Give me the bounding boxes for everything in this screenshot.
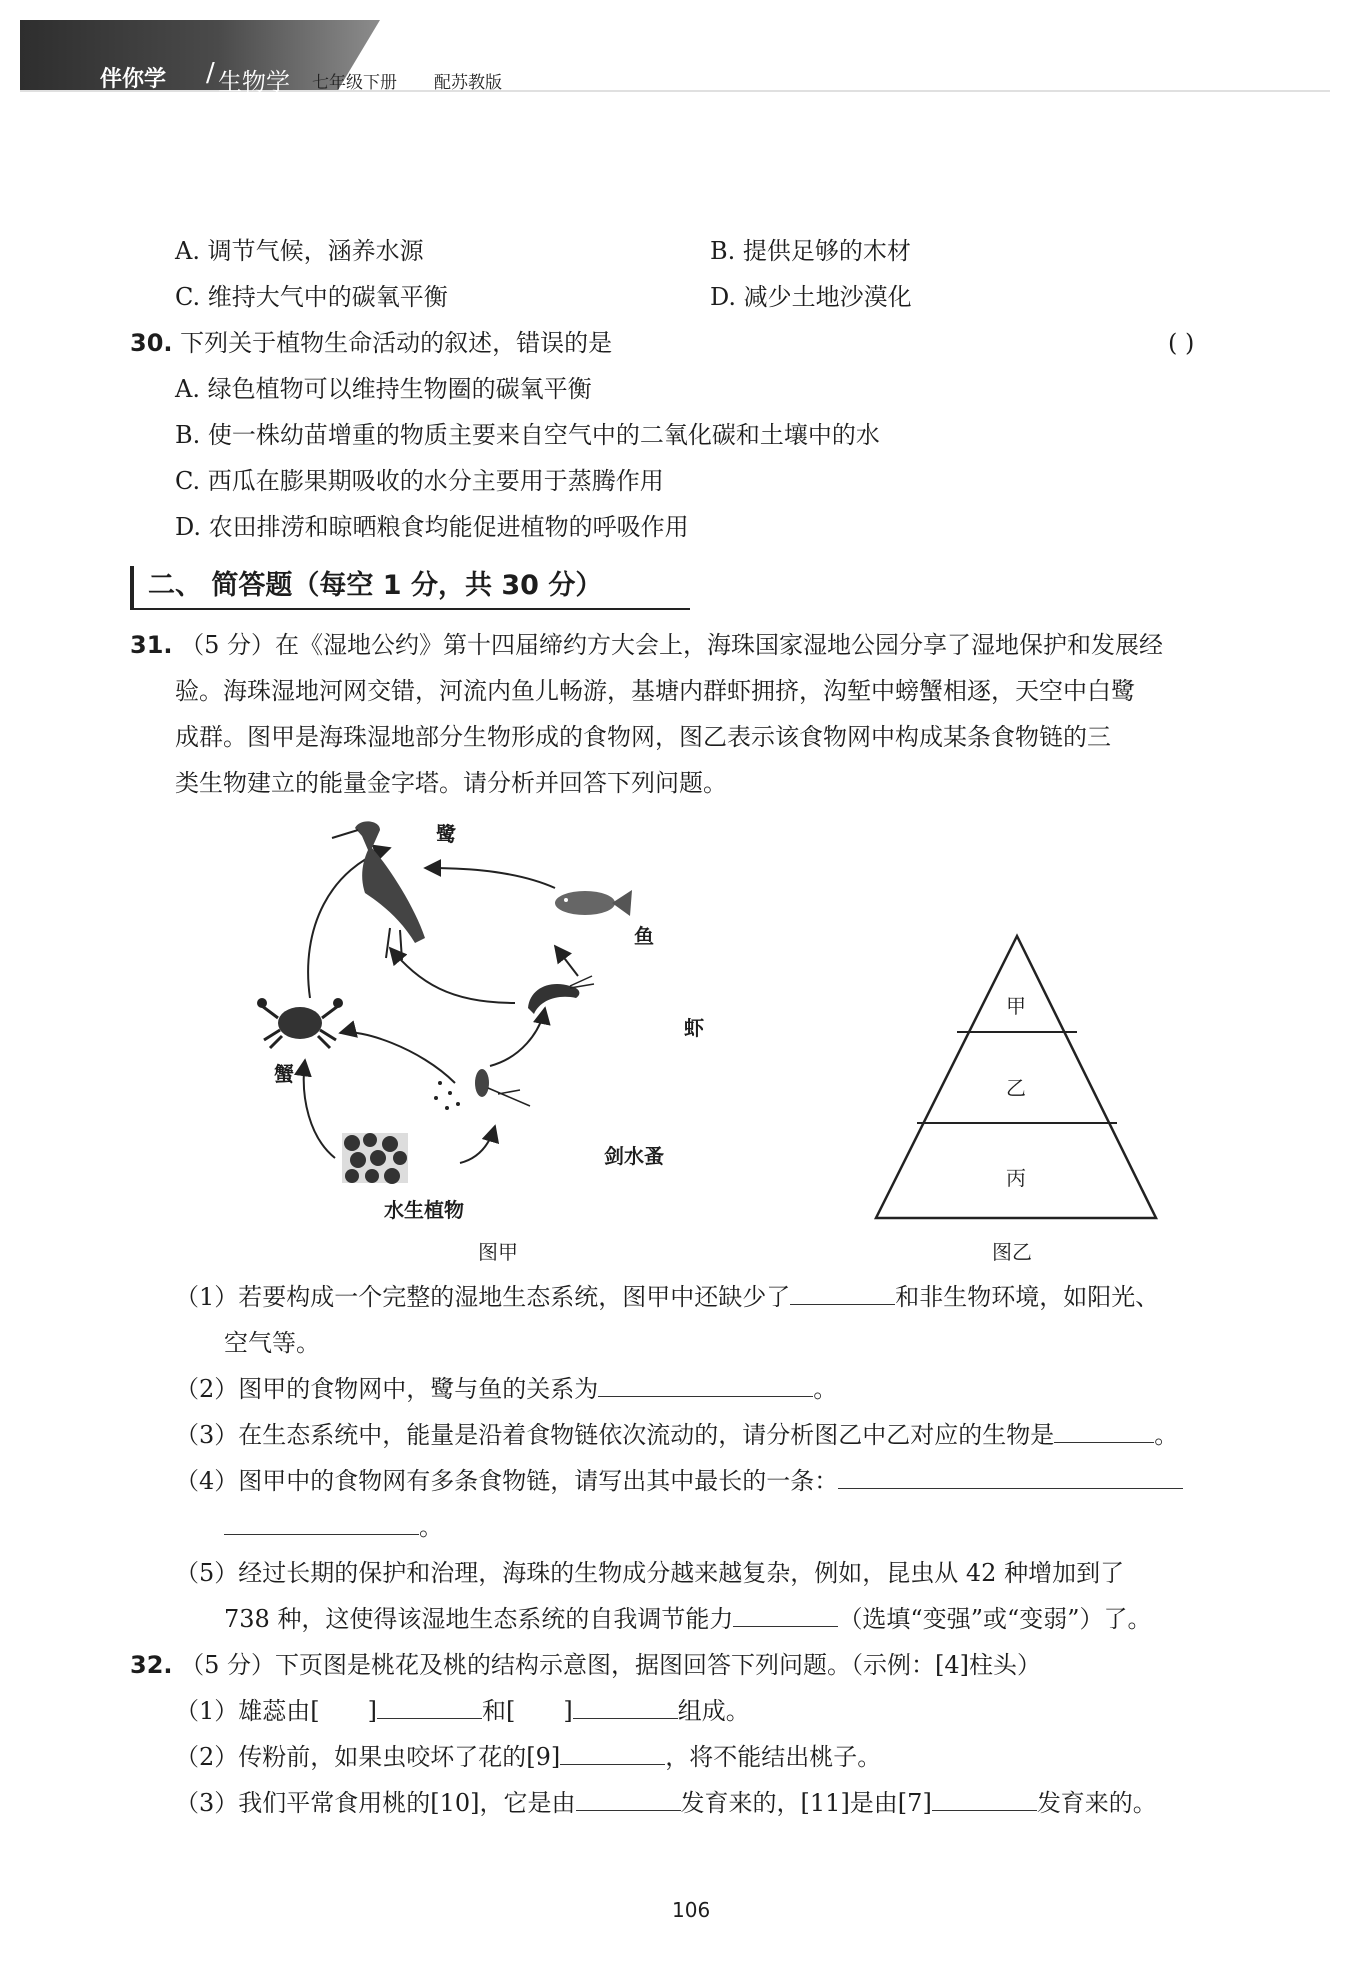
q32-sub1-text-a: （1）雄蕊由[ xyxy=(175,1697,320,1725)
pyramid-level-middle: 乙 xyxy=(1006,1076,1026,1100)
book-subject: 生物学 xyxy=(218,68,290,96)
q31-sub2-text-a: （2）图甲的食物网中，鹭与鱼的关系为 xyxy=(175,1375,599,1403)
q32-sub3-line xyxy=(175,1788,1157,1818)
arrow-fish-to-egret xyxy=(425,868,555,888)
label-copepod: 剑水蚤 xyxy=(604,1144,664,1168)
q32-sub3-text-b: 发育来的，[11]是由[7] xyxy=(680,1789,932,1817)
food-web-diagram xyxy=(240,808,760,1228)
header-divider: / xyxy=(206,58,215,88)
q30-stem: 下列关于植物生命活动的叙述，错误的是 xyxy=(180,329,613,357)
q32-sub1-text-e: 组成。 xyxy=(677,1697,750,1725)
q32-sub2-line xyxy=(175,1742,881,1772)
q32-sub1-blank-1[interactable] xyxy=(377,1696,482,1719)
crab-icon xyxy=(257,998,343,1048)
q31-sub5-line: （5）经过长期的保护和治理，海珠的生物成分越来越复杂，例如，昆虫从 42 种增加到了 xyxy=(175,1559,1125,1587)
fish-icon xyxy=(555,890,632,916)
q29-option-b: B. 提供足够的木材 xyxy=(710,237,911,265)
q32-sub3-text-a: （3）我们平常食用桃的[10]，它是由 xyxy=(175,1789,576,1817)
label-aquatic-plant: 水生植物 xyxy=(384,1198,464,1222)
label-shrimp: 虾 xyxy=(684,1016,704,1040)
q32-sub1-text-c: 和[ xyxy=(482,1697,516,1725)
q32-sub1-text-b: ] xyxy=(367,1697,378,1725)
q31-stem-line-4: 类生物建立的能量金字塔。请分析并回答下列问题。 xyxy=(175,769,727,797)
q30-stem-line xyxy=(130,328,612,358)
q30-option-c: C. 西瓜在膨果期吸收的水分主要用于蒸腾作用 xyxy=(175,467,664,495)
q32-sub1-text-d: ] xyxy=(563,1697,573,1725)
arrow-shrimp-to-egret xyxy=(390,948,515,1003)
label-crab: 蟹 xyxy=(274,1062,294,1086)
q32-sub2-blank[interactable] xyxy=(560,1742,665,1765)
q31-sub1-text-c: 空气等。 xyxy=(224,1329,320,1357)
arrow-plant-to-crab xyxy=(304,1060,335,1158)
q29-option-a: A. 调节气候，涵养水源 xyxy=(175,237,424,265)
egret-icon xyxy=(332,821,425,960)
pyramid-level-bottom: 丙 xyxy=(1006,1166,1026,1190)
q31-sub2-blank[interactable] xyxy=(598,1374,813,1397)
q31-stem-line-2: 验。海珠湿地河网交错，河流内鱼儿畅游，基塘内群虾拥挤，沟堑中螃蟹相逐，天空中白鹭 xyxy=(175,677,1135,705)
q31-sub3-line xyxy=(175,1420,1178,1450)
book-brand: 伴你学 xyxy=(100,67,167,92)
page-number: 106 xyxy=(672,1898,711,1922)
q32-number: 32. xyxy=(130,1651,173,1679)
book-grade: 七年级下册 xyxy=(312,73,397,93)
q31-sub4-blank-2[interactable] xyxy=(224,1512,419,1535)
q30-option-b: B. 使一株幼苗增重的物质主要来自空气中的二氧化碳和土壤中的水 xyxy=(175,421,880,449)
q31-sub4-text-b: 。 xyxy=(419,1513,443,1541)
q32-sub1-blank-2[interactable] xyxy=(573,1696,678,1719)
q31-stem-line-1 xyxy=(130,630,1163,660)
q31-sub5-text-b: 738 种，这使得该湿地生态系统的自我调节能力 xyxy=(224,1605,734,1633)
copepod-icon xyxy=(434,1069,530,1110)
q31-sub4-blank-1[interactable] xyxy=(838,1466,1183,1489)
arrow-copepod-to-shrimp xyxy=(490,1008,545,1066)
aquatic-plant-icon xyxy=(342,1133,408,1184)
q32-stem: （5 分）下页图是桃花及桃的结构示意图，据图回答下列问题。（示例：[4]柱头） xyxy=(180,1651,1042,1679)
page-header xyxy=(20,20,1330,96)
q31-sub5-line-2 xyxy=(224,1604,1152,1634)
q30-number: 30. xyxy=(130,329,173,357)
q32-sub2-text-b: ，将不能结出桃子。 xyxy=(665,1743,882,1771)
q31-stem-line-3: 成群。图甲是海珠湿地部分生物形成的食物网，图乙表示该食物网中构成某条食物链的三 xyxy=(175,723,1111,751)
q30-answer-paren: ( ) xyxy=(1168,329,1195,357)
book-edition: 配苏教版 xyxy=(434,73,502,93)
q31-sub3-text-b: 。 xyxy=(1154,1421,1179,1449)
q32-sub1-line xyxy=(175,1696,750,1726)
q31-number: 31. xyxy=(130,631,173,659)
arrow-shrimp-to-fish xyxy=(555,946,578,976)
q31-sub1-text-a: （1）若要构成一个完整的湿地生态系统，图甲中还缺少了 xyxy=(175,1283,791,1311)
label-fish: 鱼 xyxy=(634,924,654,948)
q30-option-d: D. 农田排涝和晾晒粮食均能促进植物的呼吸作用 xyxy=(175,513,689,541)
q31-sub5-text-c: （选填“变强”或“变弱”）了。 xyxy=(838,1605,1152,1633)
q29-option-c: C. 维持大气中的碳氧平衡 xyxy=(175,283,448,311)
section-title: 二、 简答题（每空 1 分，共 30 分） xyxy=(130,566,690,610)
q31-stem-1: （5 分）在《湿地公约》第十四届缔约方大会上，海珠国家湿地公园分享了湿地保护和发展经 xyxy=(180,631,1164,659)
arrow-copepod-to-crab xyxy=(340,1032,455,1083)
q31-sub1-blank[interactable] xyxy=(790,1282,895,1305)
q29-option-d: D. 减少土地沙漠化 xyxy=(710,283,912,311)
pyramid-level-top: 甲 xyxy=(1006,994,1026,1018)
q32-stem-line xyxy=(130,1650,1041,1680)
arrow-plant-to-copepod xyxy=(460,1126,495,1163)
q31-sub4-line-2 xyxy=(224,1512,443,1542)
figure-jia-caption: 图甲 xyxy=(478,1240,518,1264)
q31-sub1-line xyxy=(175,1282,1159,1312)
q32-sub3-text-c: 发育来的。 xyxy=(1036,1789,1157,1817)
q31-sub4-line xyxy=(175,1466,1183,1496)
label-egret: 鹭 xyxy=(436,822,456,846)
q31-sub3-text-a: （3）在生态系统中，能量是沿着食物链依次流动的，请分析图乙中乙对应的生物是 xyxy=(175,1421,1055,1449)
q32-sub3-blank-1[interactable] xyxy=(576,1788,681,1811)
shrimp-icon xyxy=(528,976,594,1014)
q31-sub5-blank[interactable] xyxy=(733,1604,838,1627)
figure-yi-caption: 图乙 xyxy=(992,1240,1032,1264)
q32-sub2-text-a: （2）传粉前，如果虫咬坏了花的[9] xyxy=(175,1743,561,1771)
q31-sub2-text-b: 。 xyxy=(813,1375,838,1403)
q32-sub3-blank-2[interactable] xyxy=(932,1788,1037,1811)
header-rule xyxy=(20,90,1330,92)
q30-option-a: A. 绿色植物可以维持生物圈的碳氧平衡 xyxy=(175,375,592,403)
q31-sub2-line xyxy=(175,1374,837,1404)
q31-sub1-text-b: 和非生物环境，如阳光、 xyxy=(895,1283,1160,1311)
q31-sub3-blank[interactable] xyxy=(1054,1420,1154,1443)
q31-sub4-text-a: （4）图甲中的食物网有多条食物链，请写出其中最长的一条： xyxy=(175,1467,839,1495)
